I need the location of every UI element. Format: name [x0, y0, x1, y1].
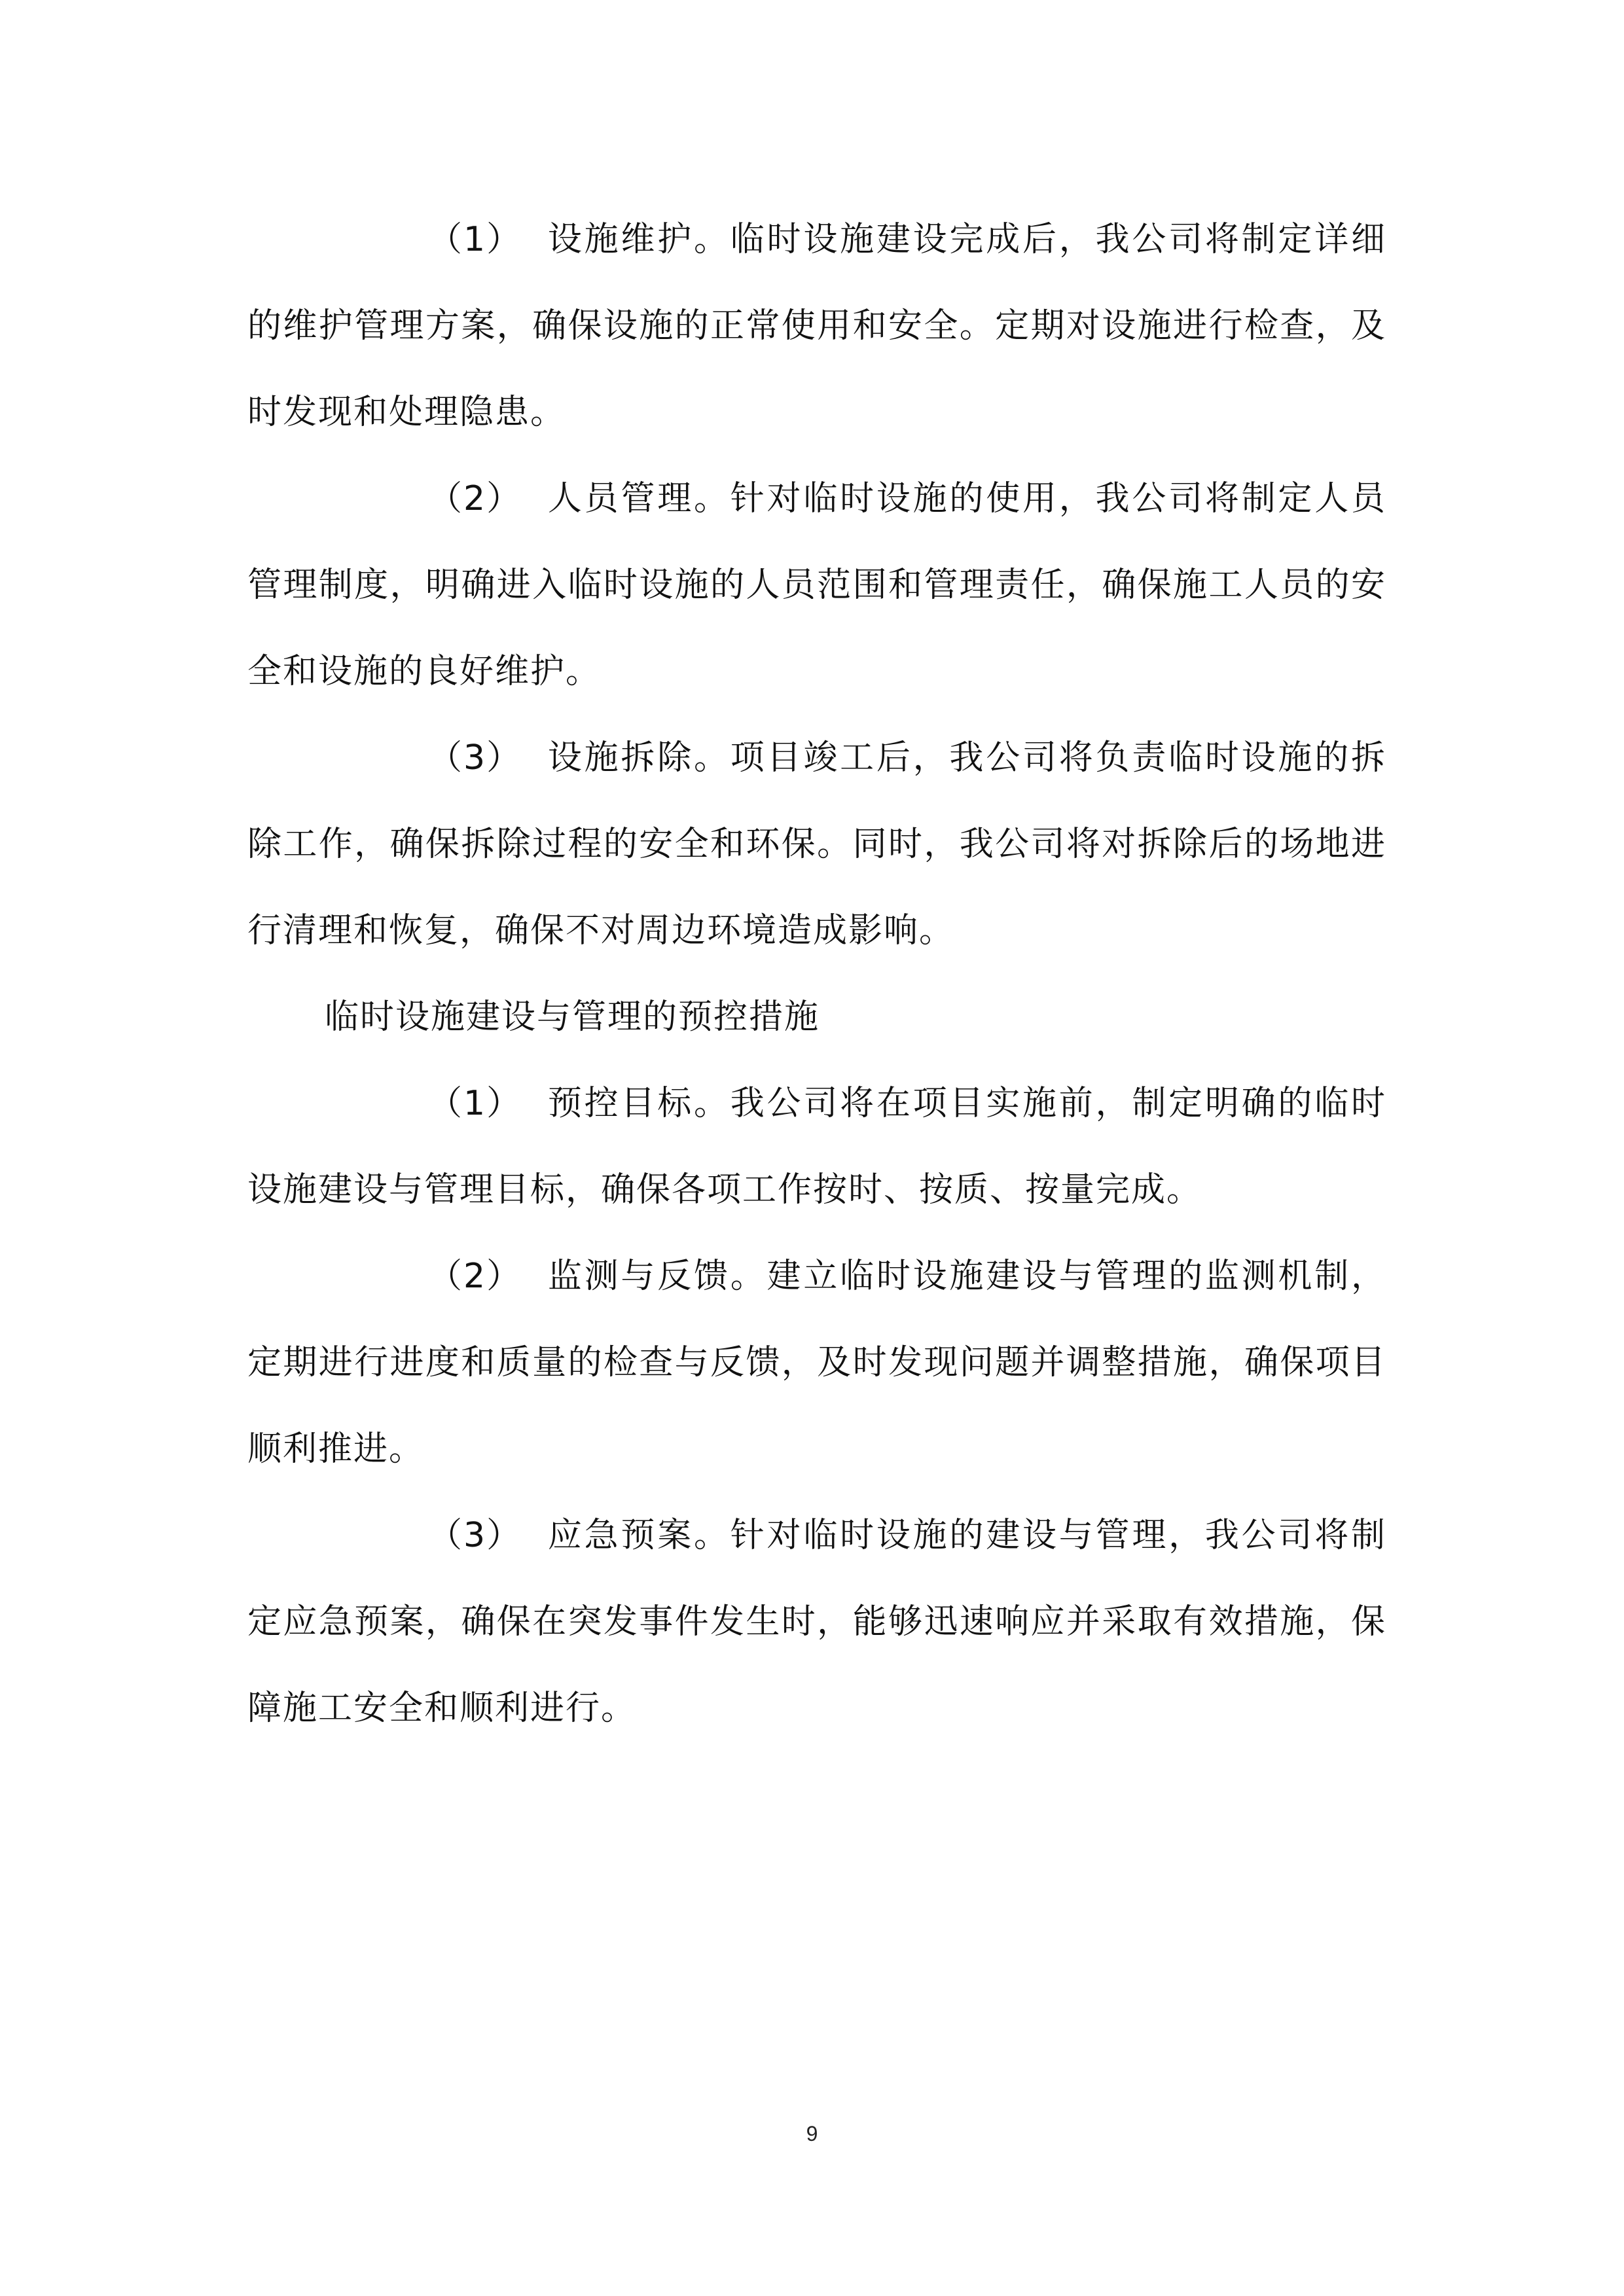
page-number: 9 [806, 2122, 818, 2145]
paragraph-facility-maintenance [247, 196, 1386, 456]
paragraph-emergency-plan [247, 1492, 1386, 1751]
document-body [247, 196, 1386, 1751]
paragraph-text: 设施拆除。项目竣工后，我公司将负责临时设施的拆除工作，确保拆除过程的安全和环保。同时，我公司将对拆除后的场地进行清理和恢复，确保不对周边环境造成影响。 [247, 738, 1386, 950]
paragraph-text: 应急预案。针对临时设施的建设与管理，我公司将制定应急预案，确保在突发事件发生时，能够迅速响应并采取有效措施，保障施工安全和顺利进行。 [247, 1516, 1386, 1728]
paragraph-text: 预控目标。我公司将在项目实施前，制定明确的临时设施建设与管理目标，确保各项工作按时、按质、按量完成。 [247, 1084, 1386, 1210]
paragraph-number: （1） [428, 220, 522, 259]
section-heading: 临时设施建设与管理的预控措施 [325, 997, 820, 1037]
paragraph-monitoring-feedback [247, 1233, 1386, 1492]
paragraph-number: （3） [428, 738, 522, 778]
paragraph-number: （3） [428, 1516, 522, 1555]
paragraph-number: （2） [428, 1257, 522, 1296]
paragraph-text: 人员管理。针对临时设施的使用，我公司将制定人员管理制度，明确进入临时设施的人员范围和管理责任，确保施工人员的安全和设施的良好维护。 [247, 479, 1386, 691]
paragraph-number: （2） [428, 479, 522, 518]
paragraph-text: 设施维护。临时设施建设完成后，我公司将制定详细的维护管理方案，确保设施的正常使用和安全。定期对设施进行检查，及时发现和处理隐患。 [247, 220, 1386, 432]
paragraph-number: （1） [428, 1084, 522, 1123]
paragraph-text: 监测与反馈。建立临时设施建设与管理的监测机制，定期进行进度和质量的检查与反馈，及时发现问题并调整措施，确保项目顺利推进。 [247, 1257, 1386, 1469]
paragraph-personnel-management [247, 456, 1386, 715]
paragraph-facility-removal [247, 715, 1386, 974]
paragraph-control-target [247, 1060, 1386, 1233]
